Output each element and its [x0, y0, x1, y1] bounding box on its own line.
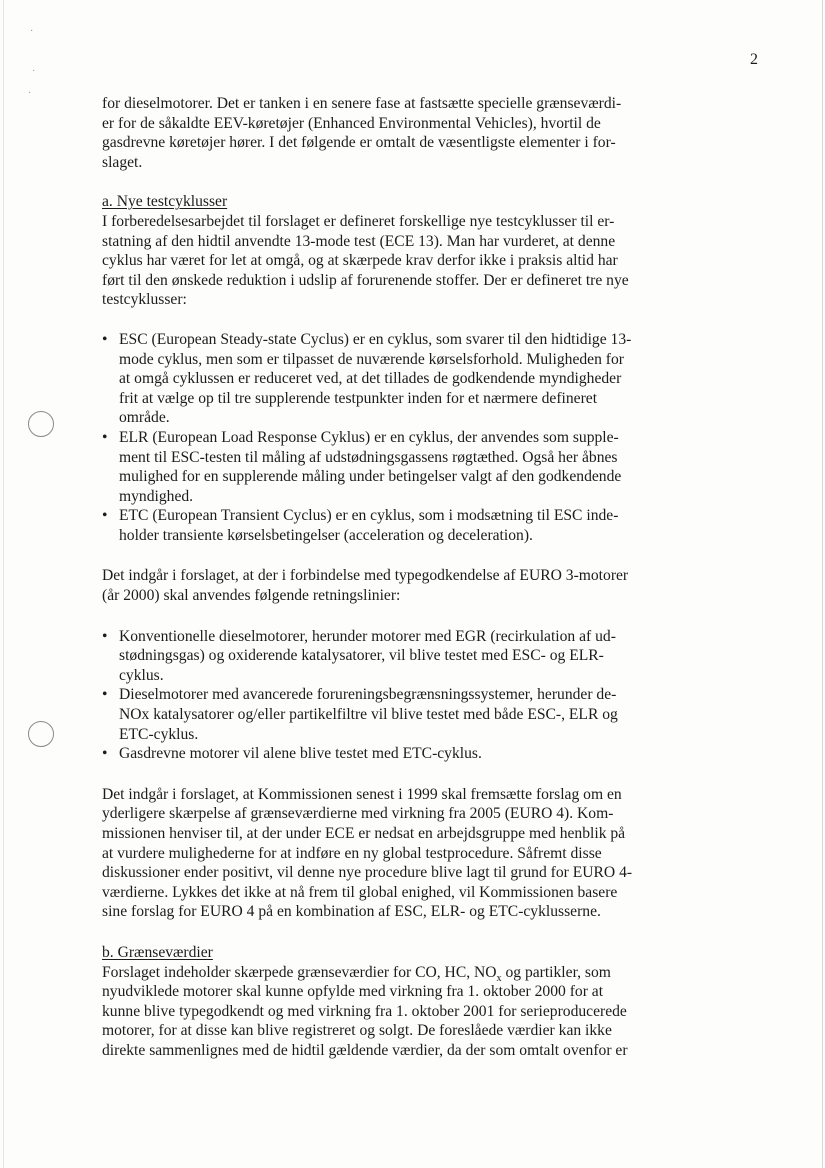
- punch-hole-bottom: [28, 721, 54, 747]
- test-cycles-list: [102, 330, 762, 546]
- section-b-paragraph: Forslaget indeholder skærpede grænseværdier for CO, HC, $NO_x$ og partikler, som nyudviklede motorer skal kunne opfylde med virkning fra 1. oktober 2000 for at kunne blive typegodkendt og med virkning fra 1. oktober 2001 for serieproducerede motorer, for at disse kan blive registreret og solgt. De foreslåede værdier kan ikke direkte sammenlignes med de hidtil gældende værdier, da der som omtalt ovenfor er: [102, 963, 762, 1061]
- intro-paragraph: for dieselmotorer. Det er tanken i en senere fase at fastsætte specielle grænseværdi- er for de såkaldte EEV-køretøjer (Enhanced Environmental Vehicles), hvortil de gasdrevne køretøjer hører. I det følgende er omtalt de væsentligste elementer i for- slaget.: [102, 95, 622, 171]
- section-a-heading: a. Nye testcyklusser: [102, 193, 228, 211]
- euro4-paragraph: Det indgår i forslaget, at Kommissionen senest i 1999 skal fremsætte forslag om en yderligere skærpelse af grænseværdierne med virkning fra 2005 (EURO 4). Kom- missionen henviser til, at der under ECE er nedsat en arbejdsgruppe med henblik på at vurdere mulighederne for at indføre en ny global testprocedure. Såfremt disse diskussioner ender positivt, vil denne nye procedure blive lagt til grund for EURO 4- værdierne. Lykkes det ikke at nå frem til global enighed, vil Kommissionen basere sine forslag for EURO 4 på en kombination af ESC, ELR- og ETC-cyklusserne.: [102, 785, 633, 921]
- scan-speck: ·: [28, 88, 32, 99]
- scan-speck: ·: [32, 66, 36, 77]
- section-b-heading: b. Grænseværdier: [102, 943, 213, 961]
- bullet: •: [102, 686, 108, 704]
- bullet: •: [102, 627, 108, 645]
- list-item-advanced-diesel: • Dieselmotorer med avancerede forureningsbegrænsningssystemer, herunder de- NOx katalysatorer og/eller partikelfiltre vil blive testet med både ESC-, ELR og ETC-cyklus.: [102, 686, 618, 743]
- list-item-esc: • ESC (European Steady-state Cyclus) er en cyklus, som svarer til den hidtidige 13- mode cyklus, men som er tilpasset de nuværende kørselsforhold. Muligheden for at omgå cyklussen er reduceret ved, at det tillades de godkendende myndigheder frit at vælge op til tre supplerende testpunkter inden for et nærmere defineret område.: [102, 330, 632, 427]
- section-a-paragraph: I forberedelsesarbejdet til forslaget er defineret forskellige nye testcyklusser til er- statning af den hidtil anvendte 13-mode test (ECE 13). Man har vurderet, at denne cyklus har været for let at omgå, og at skærpede krav derfor ikke i praksis altid har ført til den ønskede reduktion i udslip af forurenende stoffer. Der er defineret tre nye testcyklusser:: [102, 212, 629, 309]
- bullet: •: [102, 745, 108, 763]
- list-item-gas-engines: • Gasdrevne motorer vil alene blive testet med ETC-cyklus.: [102, 745, 482, 763]
- list-item-etc: • ETC (European Transient Cyclus) er en cyklus, som i modsætning til ESC inde- holder transiente kørselsbetingelser (acceleration og deceleration).: [102, 507, 619, 544]
- bullet: •: [102, 428, 108, 446]
- bullet: •: [102, 330, 108, 348]
- list-item-elr: • ELR (European Load Response Cyklus) er en cyklus, der anvendes som supple- ment til ESC-testen til måling af udstødningsgassens røgtæthed. Også her åbnes mulighed for en supplerende måling under betingelser valgt af den godkendende myndighed.: [102, 428, 622, 505]
- page-number: 2: [750, 51, 758, 68]
- document-body: [102, 94, 762, 1061]
- scan-left-edge: [3, 0, 4, 1168]
- scan-speck: ·: [30, 26, 34, 37]
- list-item-conventional-diesel: • Konventionelle dieselmotorer, herunder motorer med EGR (recirkulation af ud- stødningsgas) og oxiderende katalysatorer, vil blive testet med ESC- og ELR- cyklus.: [102, 627, 616, 684]
- bullet: •: [102, 507, 108, 525]
- punch-hole-top: [28, 411, 54, 437]
- guidelines-paragraph: Det indgår i forslaget, at der i forbindelse med typegodkendelse af EURO 3-motorer (år 2000) skal anvendes følgende retningslinier:: [102, 567, 629, 605]
- scan-right-edge: [822, 0, 823, 1168]
- guidelines-list: [102, 627, 762, 764]
- limit-values-first-line: Forslaget indeholder skærpede grænseværdier for CO, HC, $NO_x$ og partikler, som: [102, 963, 611, 984]
